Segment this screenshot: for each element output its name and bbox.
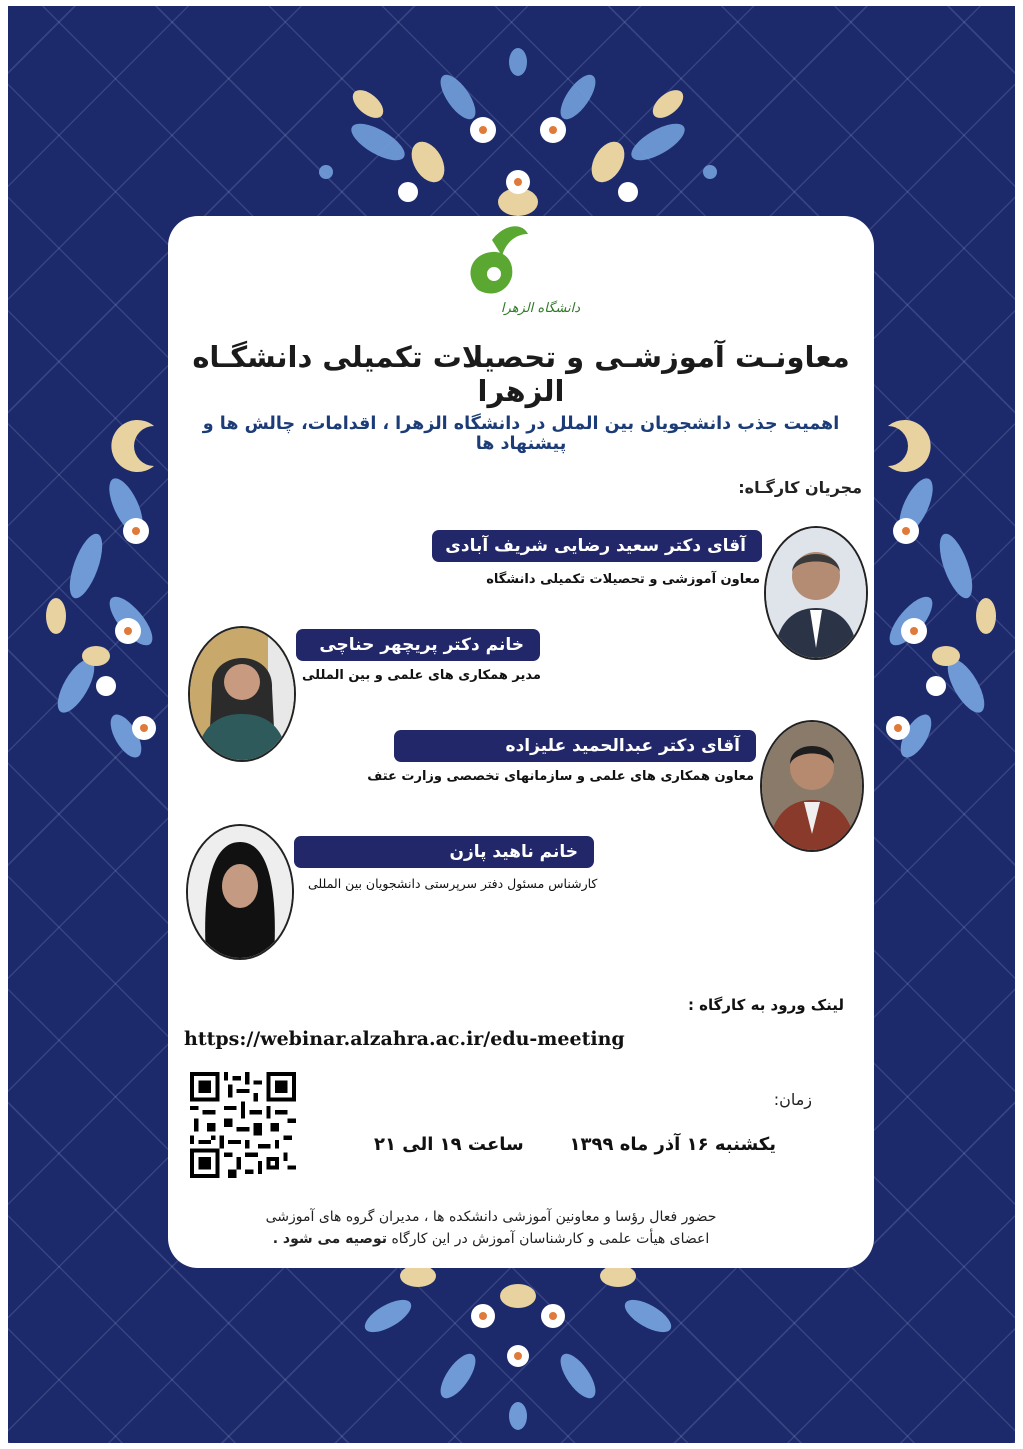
attendance-note [228,1206,754,1250]
event-hours: ساعت ۱۹ الی ۲۱ [374,1134,524,1155]
top-floral-ornament [308,42,728,227]
note-line-2-text: اعضای هیأت علمی و کارشناسان آموزش در این کارگاه [391,1231,710,1247]
alzahra-logo [456,220,586,320]
avatar [188,826,292,958]
presenter-role-1: معاون آموزشی و تحصیلات تکمیلی دانشگاه [486,572,760,587]
presenter-photo-2 [188,626,296,762]
bottom-floral-ornament [348,1256,688,1441]
presenter-photo-4 [186,824,294,960]
presenter-photo-3 [760,720,864,852]
qr-code[interactable] [190,1072,296,1178]
presenter-name-1: آقای دکتر سعید رضایی شریف آبادی [432,530,762,562]
time-label: زمان: [773,1090,812,1109]
note-line-2 [228,1228,754,1250]
presenter-photo-1 [764,526,868,660]
content-card [168,216,874,1268]
avatar [190,628,294,760]
workshop-link-label: لینک ورود به کارگاه : [687,996,844,1014]
event-date: یکشنبه ۱۶ آذر ماه ۱۳۹۹ [569,1134,776,1155]
presenter-role-4: کارشناس مسئول دفتر سرپرستی دانشجویان بین المللی [308,876,598,891]
avatar [766,528,866,658]
left-floral-ornament [36,416,176,776]
presenter-role-2: مدیر همکاری های علمی و بین المللی [302,668,541,683]
presenter-name-3: آقای دکتر عبدالحمید علیزاده [394,730,756,762]
presenter-name-2: خانم دکتر پریچهر حناچی [296,629,540,661]
presenter-name-4: خانم ناهید پازن [294,836,594,868]
workshop-subtitle: اهمیت جذب دانشجویان بین الملل در دانشگاه الزهرا ، اقدامات، چالش ها و پیشنهاد ها [202,414,840,454]
page-title: معاونـت آموزشـی و تحصیلات تکمیلی دانشگـاه الزهرا [192,340,850,408]
presenter-role-3: معاون همکاری های علمی و سازمانهای تخصصی وزارت عتف [367,769,754,784]
note-line-2-emphasis: توصیه می شود . [272,1231,387,1247]
note-line-1: حضور فعال رؤسا و معاونین آموزشی دانشکده ها ، مدیران گروه های آموزشی [265,1209,717,1225]
workshop-url-link[interactable]: https://webinar.alzahra.ac.ir/edu-meeting [184,1028,625,1050]
poster-background [8,6,1015,1443]
presenters-heading: مجریان کارگـاه: [738,478,862,497]
logo-text: دانشگاه الزهرا [500,301,580,316]
right-floral-ornament [866,416,1006,776]
avatar [762,722,862,850]
